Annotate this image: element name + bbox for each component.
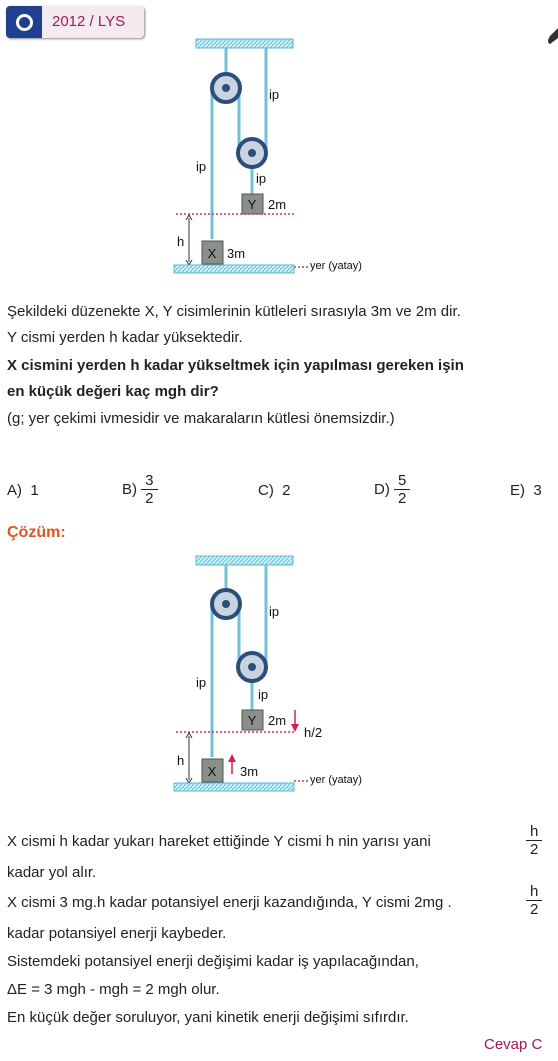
svg-text:3m: 3m — [227, 246, 246, 261]
ground — [174, 783, 294, 791]
solution-line-2: kadar yol alır. — [7, 864, 97, 881]
answer-label: Cevap C — [484, 1036, 543, 1053]
ceiling — [196, 39, 293, 48]
svg-text:h: h — [177, 753, 185, 768]
fraction-h-over-2: $\frac{h}{2}$ — [526, 883, 542, 918]
solution-title: Çözüm: — [7, 524, 66, 541]
svg-text:Y: Y — [247, 713, 257, 728]
ceiling — [196, 556, 293, 565]
svg-text:ip: ip — [196, 159, 207, 174]
badge-icon-box — [6, 6, 42, 38]
svg-text:X: X — [207, 764, 217, 779]
badge-label: 2012 / LYS — [52, 13, 126, 30]
svg-text:2m: 2m — [268, 713, 287, 728]
section-badge — [6, 6, 144, 38]
svg-text:2m: 2m — [268, 197, 287, 212]
solution-line-5: Sistemdeki potansiyel enerji değişimi kadar iş yapılacağından, — [7, 953, 419, 970]
question-line-4: en küçük değeri kaç mgh dir? — [7, 383, 219, 400]
pulley-diagram-2 — [160, 552, 420, 797]
svg-text:ip: ip — [258, 687, 269, 702]
solution-line-6: ΔE = 3 mgh - mgh = 2 mgh olur. — [7, 981, 220, 998]
solution-line-1: X cismi h kadar yukarı hareket ettiğinde Y cismi h nin yarısı yani — [7, 833, 431, 850]
svg-text:ip: ip — [269, 87, 280, 102]
svg-text:yer (yatay): yer (yatay) — [310, 774, 362, 786]
svg-text:ip: ip — [256, 171, 267, 186]
svg-text:X: X — [207, 246, 217, 261]
question-line-1: Şekildeki düzenekte X, Y cisimlerinin kütleleri sırasıyla 3m ve 2m dir. — [7, 303, 461, 320]
ground — [174, 265, 294, 273]
solution-line-4: kadar potansiyel enerji kaybeder. — [7, 925, 227, 942]
circle-icon — [16, 14, 33, 31]
option-c[interactable]: C) 2 — [258, 482, 291, 499]
solution-line-7: En küçük değer soruluyor, yani kinetik enerji değişimi sıfırdır. — [7, 1009, 409, 1026]
page-corner-icon — [546, 28, 558, 46]
svg-text:h/2: h/2 — [304, 725, 323, 740]
option-a[interactable]: A) 1 — [7, 482, 39, 499]
svg-text:Y: Y — [247, 197, 257, 212]
svg-text:h: h — [177, 234, 185, 249]
option-d[interactable]: D) $\frac{5}{2}$ — [374, 472, 410, 507]
question-line-3: X cismini yerden h kadar yükseltmek için yapılması gereken işin — [7, 357, 464, 374]
solution-line-3: X cismi 3 mg.h kadar potansiyel enerji kazandığında, Y cismi 2mg . — [7, 894, 452, 911]
fraction-h-over-2: $\frac{h}{2}$ — [526, 823, 542, 858]
option-b[interactable]: B) $\frac{3}{2}$ — [122, 472, 158, 507]
svg-text:3m: 3m — [240, 764, 259, 779]
svg-text:ip: ip — [196, 675, 207, 690]
question-line-5: (g; yer çekimi ivmesidir ve makaraların kütlesi önemsizdir.) — [7, 410, 395, 427]
pulley-diagram-1 — [160, 36, 420, 276]
question-line-2: Y cismi yerden h kadar yüksektedir. — [7, 329, 243, 346]
svg-text:yer (yatay): yer (yatay) — [310, 260, 362, 272]
svg-text:ip: ip — [269, 604, 280, 619]
option-e[interactable]: E) 3 — [510, 482, 542, 499]
